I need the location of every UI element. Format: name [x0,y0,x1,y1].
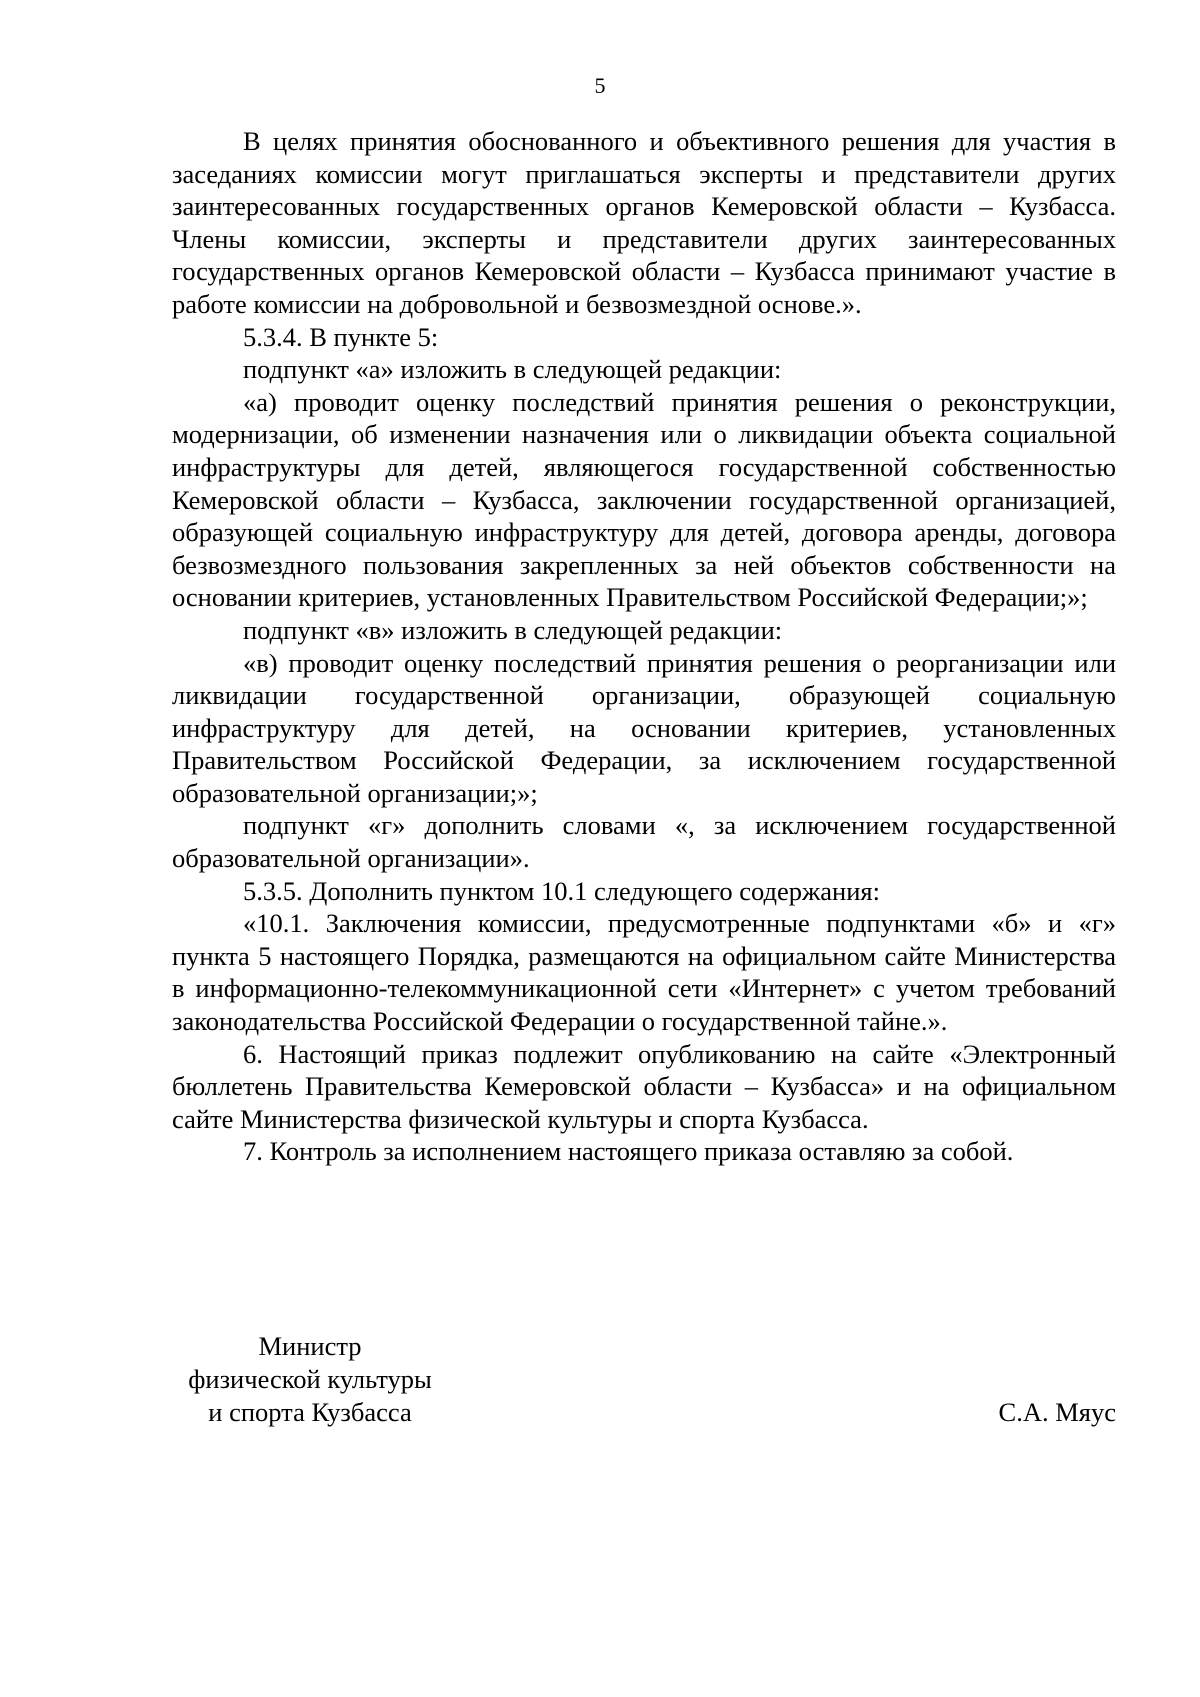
paragraph-10-1: «10.1. Заключения комиссии, предусмотренные подпунктами «б» и «г» пункта 5 настоящего Порядка, размещаются на официальном сайте Министерства в информационно-телекоммуникационной сети «Интернет» с учетом требований законодательства Российской Федерации о государственной тайне.». [172,908,1116,1037]
signatory-position-line: Министр [258,1331,362,1361]
signatory-position [160,1330,460,1429]
paragraph-subitem-a-text: «а) проводит оценку последствий принятия решения о реконструкции, модернизации, об изменении назначения или о ликвидации объекта социальной инфраструктуры для детей, являющегося государственной собственностью Кемеровской области – Кузбасса, заключении государственной организацией, образующей социальную инфраструктуру для детей, договора аренды, договора безвозмездного пользования закрепленных за ней объектов собственности на основании критериев, установленных Правительством Российской Федерации;»; [172,386,1116,613]
paragraph-7: 7. Контроль за исполнением настоящего приказа оставляю за собой. [243,1136,1014,1167]
paragraph-5-3-5: 5.3.5. Дополнить пунктом 10.1 следующего содержания: [243,875,880,906]
paragraph-subitem-g: подпункт «г» дополнить словами «, за исключением государственной образовательной организации». [172,810,1116,874]
paragraph-subitem-v-text: «в) проводит оценку последствий принятия решения о реорганизации или ликвидации государственной организации, образующей социальную инфраструктуру для детей, на основании критериев, установленных Правительством Российской Федерации, за исключением государственной образовательной организации;»; [172,647,1116,808]
paragraph-6: 6. Настоящий приказ подлежит опубликованию на сайте «Электронный бюллетень Правительства Кемеровской области – Кузбасса» и на официальном сайте Министерства физической культуры и спорта Кузбасса. [172,1038,1116,1134]
paragraph-experts: В целях принятия обоснованного и объективного решения для участия в заседаниях комиссии могут приглашаться эксперты и представители других заинтересованных государственных органов Кемеровской области – Кузбасса. Члены комиссии, эксперты и представители других заинтересованных государственных органов Кемеровской области – Кузбасса принимают участие в работе комиссии на добровольной и безвозмездной основе.». [172,126,1116,319]
paragraph-subitem-v-intro: подпункт «в» изложить в следующей редакции: [243,614,783,645]
paragraph-subitem-a-intro: подпункт «а» изложить в следующей редакции: [243,354,782,385]
signatory-position-line: физической культуры [188,1364,432,1394]
paragraph-5-3-4: 5.3.4. В пункте 5: [243,321,439,352]
document-body [172,125,1116,1168]
page-number: 5 [594,73,606,98]
signatory-name: С.А. Мяус [998,1397,1116,1427]
signatory-position-line: и спорта Кузбасса [208,1397,412,1427]
